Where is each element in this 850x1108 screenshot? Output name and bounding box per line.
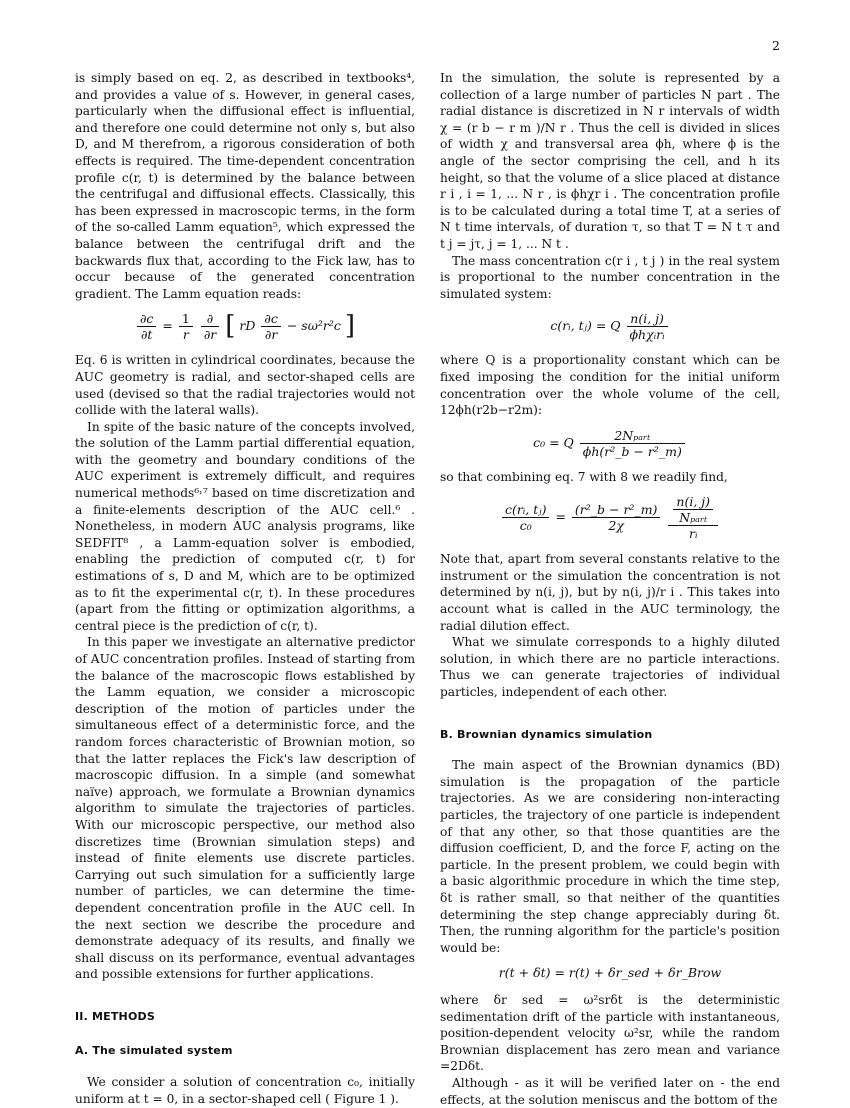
fraction: [201, 311, 219, 342]
denominator: ∂t: [140, 327, 153, 343]
paragraph: In spite of the basic nature of the concepts involved, the solution of the Lamm partial differential equation, with the geometry and boundary conditions of the AUC experiment is extremely difficult, and requires numerical methods⁶˒⁷ based on time discretization and a finite-elements description of the AUC cell.⁶ . Nonetheless, in modern AUC analysis programs, like SEDFIT⁸ , a Lamm-equation solver is embodied, enabling the prediction of computed c(r, t) for estimations of s, D and M, which are to be optimized as to fit the experimental c(r, t). In these procedures (apart from the fitting or optimization algorithms, a central piece is the prediction of c(r, t).: [75, 419, 415, 633]
lamm-equation: [75, 311, 415, 342]
paragraph: The main aspect of the Brownian dynamics (BD) simulation is the propagation of the particle trajectories. As we are considering non-interacting particles, the trajectory of one particle is independent of that any other, so that those quantities are the diffusion coefficient, D, and the force F, acting on the particle. In the present problem, we could begin with a basic algorithmic procedure in which the time step, δt is rather small, so that neither of the quantities determining the step change appreciably during δt. Then, the running algorithm for the particle's position would be:: [440, 758, 780, 955]
paragraph: In the simulation, the solute is represented by a collection of a large number of particles N part . The radial distance is discretized in N r intervals of width χ = (r b − r m )/N r . Thus the cell is divided in slices of width χ and transversal area ϕh, where ϕ is the angle of the sector comprising the cell, and h its height, so that the volume of a slice placed at distance r i , i = 1, ... N r , is ϕhχr i . The concentration profile is to be calculated during a total time T, at a series of N t time intervals, of duration τ, so that T = N t τ and t j = jτ, j = 1, ... N t .: [440, 71, 780, 251]
equals-sign: =: [555, 509, 566, 525]
numerator: 2Nₚₐᵣₜ: [580, 428, 685, 444]
fraction: [668, 494, 718, 541]
equation-7: [440, 311, 780, 342]
paragraph: where δr sed = ω²srδt is the deterministic sedimentation drift of the particle with instantaneous, position-dependent velocity ω²sr, while the random Brownian displacement has zero mean and variance =2Dδt.: [440, 992, 780, 1074]
numerator: 1: [179, 311, 193, 327]
numerator: n(i, j): [673, 494, 713, 510]
paragraph: where Q is a proportionality constant which can be fixed imposing the condition for the initial uniform concentration over the whole volume of the cell, 12ϕh(r2b−r2m):: [440, 353, 780, 418]
subsection-heading: A. The simulated system: [75, 1044, 233, 1058]
denominator: 2χ: [608, 518, 624, 534]
equals-sign: =: [162, 318, 173, 334]
numerator: ∂c: [261, 311, 280, 327]
fraction: [580, 428, 685, 459]
fraction: [627, 311, 668, 342]
denominator: Nₚₐᵣₜ: [679, 510, 708, 526]
numerator: n(i, j): [627, 311, 668, 327]
paragraph: Eq. 6 is written in cylindrical coordinates, because the AUC geometry is radial, and sector-shaped cells are used (devised so that the radial trajectories would not collide with the lateral walls).: [75, 353, 415, 418]
fraction: [572, 502, 661, 533]
lhs: c₀ = Q: [533, 434, 574, 450]
numerator: ∂c: [137, 311, 156, 327]
denominator: c₀: [519, 518, 532, 534]
inner-fraction: [673, 494, 713, 525]
close-bracket: ]: [344, 311, 356, 342]
open-bracket: [: [225, 311, 236, 342]
paragraph: Note that, apart from several constants relative to the instrument or the simulation the concentration is not determined by n(i, j), but by n(i, j)/r i . This takes into account what is called in the AUC terminology, the radial dilution effect.: [440, 552, 780, 633]
paragraph: is simply based on eq. 2, as described in textbooks⁴, and provides a value of s. However, in general cases, particularly when the diffusional effect is influential, and therefore one could determine not only s, but also D, and M therefrom, a rigorous consideration of both effects is required. The time-dependent concentration profile c(r, t) is determined by the balance between the centrifugal and diffusional effects. Classically, this has been expressed in macroscopic terms, in the form of the so-called Lamm equation⁵, which expressed the balance between the centrifugal drift and the backwards flux that, according to the Fick law, has to occur because of the generated concentration gradient. The Lamm equation reads:: [75, 71, 415, 301]
fraction: [502, 502, 550, 533]
numerator: c(rᵢ, tⱼ): [502, 502, 550, 518]
lhs: c(rᵢ, tⱼ) = Q: [550, 318, 621, 334]
right-column: [440, 70, 780, 1108]
term: − sω²r²c: [286, 318, 341, 334]
page-number: 2: [772, 38, 780, 53]
denominator: ϕhχᵢrᵢ: [629, 327, 665, 343]
denominator: r: [182, 327, 189, 343]
denominator: ϕh(r²_b − r²_m): [582, 443, 682, 459]
paragraph: What we simulate corresponds to a highly diluted solution, in which there are no particle interactions. Thus we can generate trajectories of individual particles, independent of each other.: [440, 635, 780, 700]
paragraph: We consider a solution of concentration c₀, initially uniform at t = 0, in a sector-shaped cell ( Figure 1 ).: [75, 1075, 415, 1106]
equation-10: r(t + δt) = r(t) + δr_sed + δr_Brow: [498, 965, 722, 981]
denominator: ∂r: [203, 327, 217, 343]
paragraph: The mass concentration c(r i , t j ) in the real system is proportional to the number concentration in the simulated system:: [440, 253, 780, 301]
section-heading: II. METHODS: [75, 1009, 155, 1023]
denominator: rᵢ: [688, 526, 698, 542]
paragraph: In this paper we investigate an alternative predictor of AUC concentration profiles. Instead of starting from the balance of the macroscopic flows established by the Lamm equation, we consider a microscopic description of the motion of particles under the simultaneous effect of a deterministic force, and the random forces characteristic of Brownian motion, so that the latter replaces the Fick's law description of macroscopic diffusion. In a simple (and somewhat naïve) approach, we formulate a Brownian dynamics algorithm to simulate the trajectories of particles. With our microscopic perspective, our method also discretizes time (Brownian simulation steps) and instead of finite elements use discrete particles. Carrying out such simulation for a sufficiently large number of particles, we can determine the time-dependent concentration profile in the AUC cell. In the next section we describe the procedure and demonstrate adequacy of its results, and finally we shall discuss on its performance, eventual advantages and possible extensions for further applications.: [75, 635, 415, 982]
paragraph: so that combining eq. 7 with 8 we readily find,: [440, 469, 728, 484]
subsection-heading: B. Brownian dynamics simulation: [440, 727, 653, 741]
equation-8: [440, 428, 780, 459]
numerator: (r²_b − r²_m): [572, 502, 661, 518]
fraction: [137, 311, 156, 342]
fraction: [179, 311, 193, 342]
denominator: ∂r: [264, 327, 278, 343]
left-column: [75, 70, 415, 1107]
term: rD: [239, 318, 256, 334]
equation-9: [440, 494, 780, 541]
numerator: ∂: [201, 311, 219, 327]
paragraph: Although - as it will be verified later on - the end effects, at the solution meniscus and the bottom of the: [440, 1075, 780, 1107]
fraction: [261, 311, 280, 342]
